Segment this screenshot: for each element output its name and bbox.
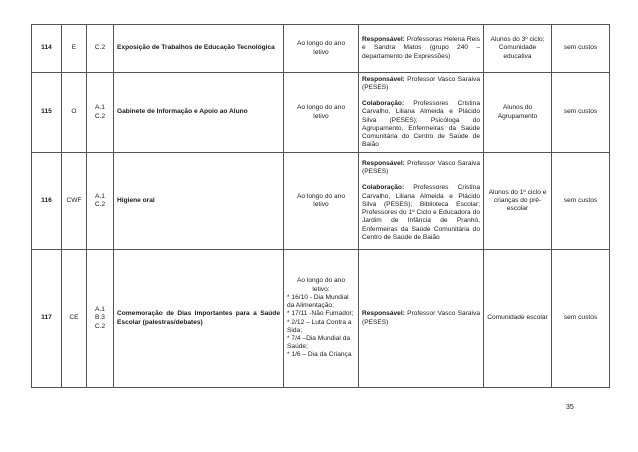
schedule-line: * 16/10 - Dia Mundial da Alimentação; xyxy=(287,293,349,310)
audience-line: Comunidade xyxy=(498,44,537,52)
objectives-cell xyxy=(87,25,114,73)
activity-number: 117 xyxy=(32,250,62,388)
schedule-cell xyxy=(284,73,359,153)
responsible-cell xyxy=(359,250,484,388)
responsible-cell xyxy=(359,153,484,250)
schedule-line: letivo: xyxy=(312,285,330,293)
audience-line: educativa xyxy=(503,52,532,60)
activity-code: CWF xyxy=(62,153,87,250)
schedule-line: letivo xyxy=(313,112,329,120)
page-number: 35 xyxy=(566,404,574,411)
objective: B.3 xyxy=(95,314,105,322)
responsible-cell xyxy=(359,73,484,153)
responsible-label: Responsável: xyxy=(362,160,405,168)
table-row xyxy=(32,250,610,388)
schedule-cell xyxy=(284,250,359,388)
objective: C.2 xyxy=(94,201,106,208)
cost-cell: sem custos xyxy=(552,25,610,73)
collaboration-label: Colaboração: xyxy=(362,184,405,192)
schedule-line: letivo xyxy=(313,201,329,208)
schedule-line: * 7/4 –Dia Mundial da Saúde; xyxy=(287,334,351,351)
activity-title: Exposição de Trabalhos de Educação Tecnológica xyxy=(114,25,284,73)
objectives-cell xyxy=(87,250,114,388)
responsible-text: Professoras Helena Reis e Sandra Matos (grupo 240 – departamento de Expressões) xyxy=(362,36,480,60)
activity-title: Gabinete de Informação e Apoio ao Aluno xyxy=(114,73,284,153)
table-row xyxy=(32,153,610,250)
activity-code: E xyxy=(62,25,87,73)
collaboration-label: Colaboração: xyxy=(362,100,405,108)
table-row xyxy=(32,73,610,153)
objective: C.2 xyxy=(94,322,106,330)
schedule-line: * 1/6 – Dia da Criança xyxy=(287,351,352,359)
schedule-cell xyxy=(284,153,359,250)
table-row xyxy=(32,25,610,73)
activity-number: 115 xyxy=(32,73,62,153)
schedule-line: * 2/12 – Luta Contra a Sida; xyxy=(287,318,352,334)
objective: C.2 xyxy=(94,44,106,52)
activity-code: CE xyxy=(62,250,87,388)
collaboration-text: Professores Cristina Carvalho, Liliana Almeida e Plácido Silva (PESES); Psicóloga do Agrupamento, Enfermeiras da Saúde Comunitária do Centro de Saúde de Baião xyxy=(362,100,480,149)
schedule-line: Ao longo do ano xyxy=(296,40,346,48)
objective: A.1 xyxy=(95,192,105,200)
audience-line: Alunos do 3º ciclo; xyxy=(490,36,545,44)
objective: A.1 xyxy=(95,306,105,314)
schedule-line: Ao longo do ano xyxy=(296,192,346,200)
objective: C.2 xyxy=(94,112,106,120)
responsible-text: Professor Vasco Saraiva (PESES) xyxy=(362,160,480,176)
audience-line: Agrupamento xyxy=(497,112,538,120)
cost-cell: sem custos xyxy=(552,153,610,250)
objectives-cell xyxy=(87,153,114,250)
audience-line: Comunidade escolar xyxy=(487,314,548,322)
responsible-text: Professor Vasco Saraiva (PESES) xyxy=(362,75,480,91)
collaboration-text: Professores Cristina Carvalho, Liliana Almeida e Plácido Silva (PESES); Biblioteca Escolar; Professores do 1º Ciclo e Educadora do Jardim de Infância de Pranhó, Enfermeiras da Saúde Comunitária do Centro de Saúde de Baião xyxy=(362,184,480,241)
audience-cell xyxy=(484,25,552,73)
cost-cell: sem custos xyxy=(552,73,610,153)
activity-title: Higiene oral xyxy=(114,153,284,250)
responsible-label: Responsável: xyxy=(362,75,405,83)
cost-cell: sem custos xyxy=(552,250,610,388)
audience-cell xyxy=(484,73,552,153)
responsible-text: Professor Vasco Saraiva (PESES) xyxy=(362,310,480,326)
responsible-label: Responsável: xyxy=(362,36,405,44)
schedule-line: Ao longo do ano xyxy=(296,277,346,285)
activity-table xyxy=(31,24,610,388)
schedule-cell xyxy=(284,25,359,73)
audience-cell xyxy=(484,153,552,250)
audience-cell xyxy=(484,250,552,388)
schedule-line: Ao longo do ano xyxy=(296,104,346,112)
audience-line: escolar xyxy=(506,205,529,213)
activity-number: 116 xyxy=(32,153,62,250)
audience-line: Alunos do xyxy=(502,104,533,112)
activity-number: 114 xyxy=(32,25,62,73)
audience-line: Alunos do 1º ciclo e xyxy=(488,188,547,196)
schedule-line: * 17/11 -Não Fumador; xyxy=(287,310,354,318)
objectives-cell xyxy=(87,73,114,153)
responsible-label: Responsável: xyxy=(362,310,405,318)
responsible-cell xyxy=(359,25,484,73)
schedule-line: letivo xyxy=(313,48,329,56)
activity-title: Comemoração de Dias Importantes para a Saúde Escolar (palestras/debates) xyxy=(114,250,284,388)
objective: A.1 xyxy=(95,104,105,112)
audience-line: crianças do pré- xyxy=(493,196,542,204)
activity-code: O xyxy=(62,73,87,153)
